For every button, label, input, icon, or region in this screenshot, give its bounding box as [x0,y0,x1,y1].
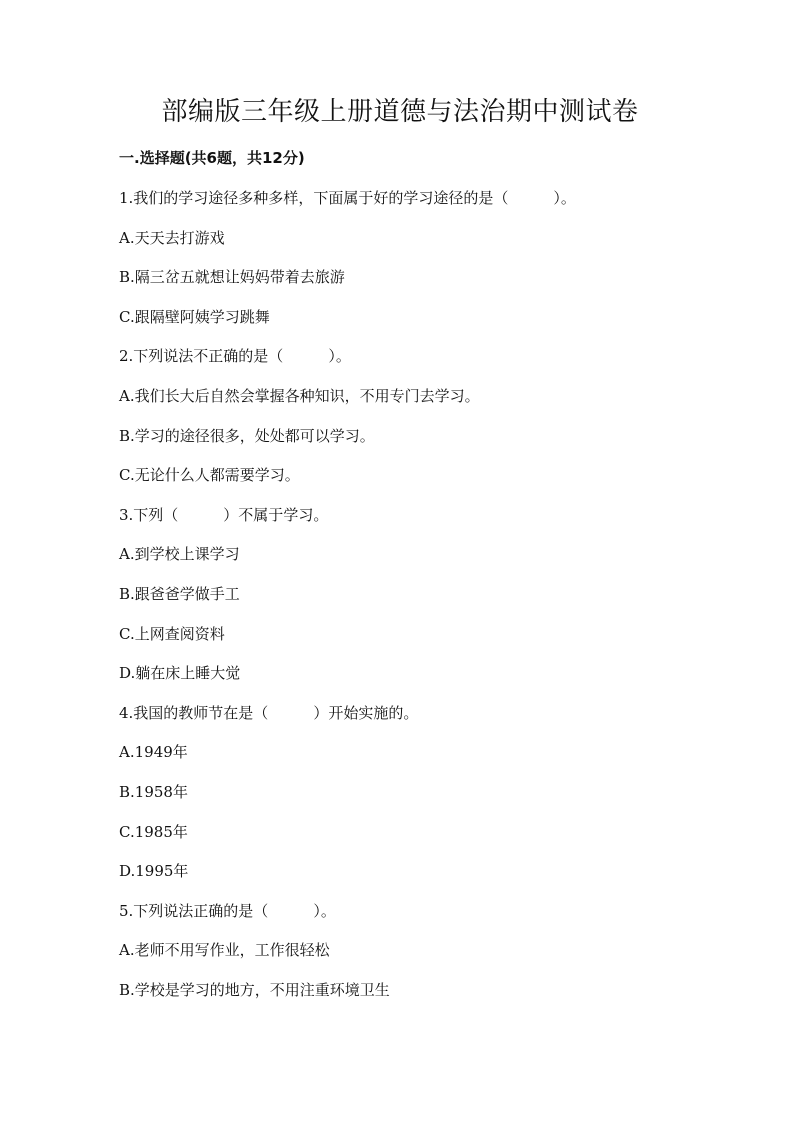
question-4-option-c: C.1985年 [119,822,188,841]
question-list [119,186,719,1017]
question-5-option-b: B.学校是学习的地方，不用注重环境卫生 [119,980,390,999]
question-4-option-b: B.1958年 [119,782,188,801]
question-1-stem: 1.我们的学习途径多种多样，下面属于好的学习途径的是（ ）。 [119,189,576,207]
question-1-option-c: C.跟隔壁阿姨学习跳舞 [119,307,270,326]
question-2-stem: 2.下列说法不正确的是（ ）。 [119,347,351,366]
question-5-stem: 5.下列说法正确的是（ ）。 [119,901,336,920]
question-1-option-b: B.隔三岔五就想让妈妈带着去旅游 [119,268,345,287]
question-3-option-c: C.上网查阅资料 [119,624,225,643]
question-4-option-a: A.1949年 [119,743,188,762]
question-4-stem: 4.我国的教师节在是（ ）开始实施的。 [119,703,419,722]
question-3-stem: 3.下列（ ）不属于学习。 [119,505,329,524]
question-3-option-b: B.跟爸爸学做手工 [119,584,240,603]
question-4-option-d: D.1995年 [119,862,189,881]
question-3-option-d: D.躺在床上睡大觉 [119,664,241,683]
question-3-option-a: A.到学校上课学习 [119,545,240,564]
question-2-option-a: A.我们长大后自然会掌握各种知识，不用专门去学习。 [119,386,480,405]
question-2-option-b: B.学习的途径很多，处处都可以学习。 [119,426,375,445]
question-2-option-c: C.无论什么人都需要学习。 [119,466,300,485]
question-1-option-a: A.天天去打游戏 [119,228,225,247]
section-heading: 一.选择题(共6题，共12分) [119,149,305,167]
question-5-option-a: A.老师不用写作业，工作很轻松 [119,941,330,960]
exam-title: 部编版三年级上册道德与法治期中测试卷 [161,97,639,127]
